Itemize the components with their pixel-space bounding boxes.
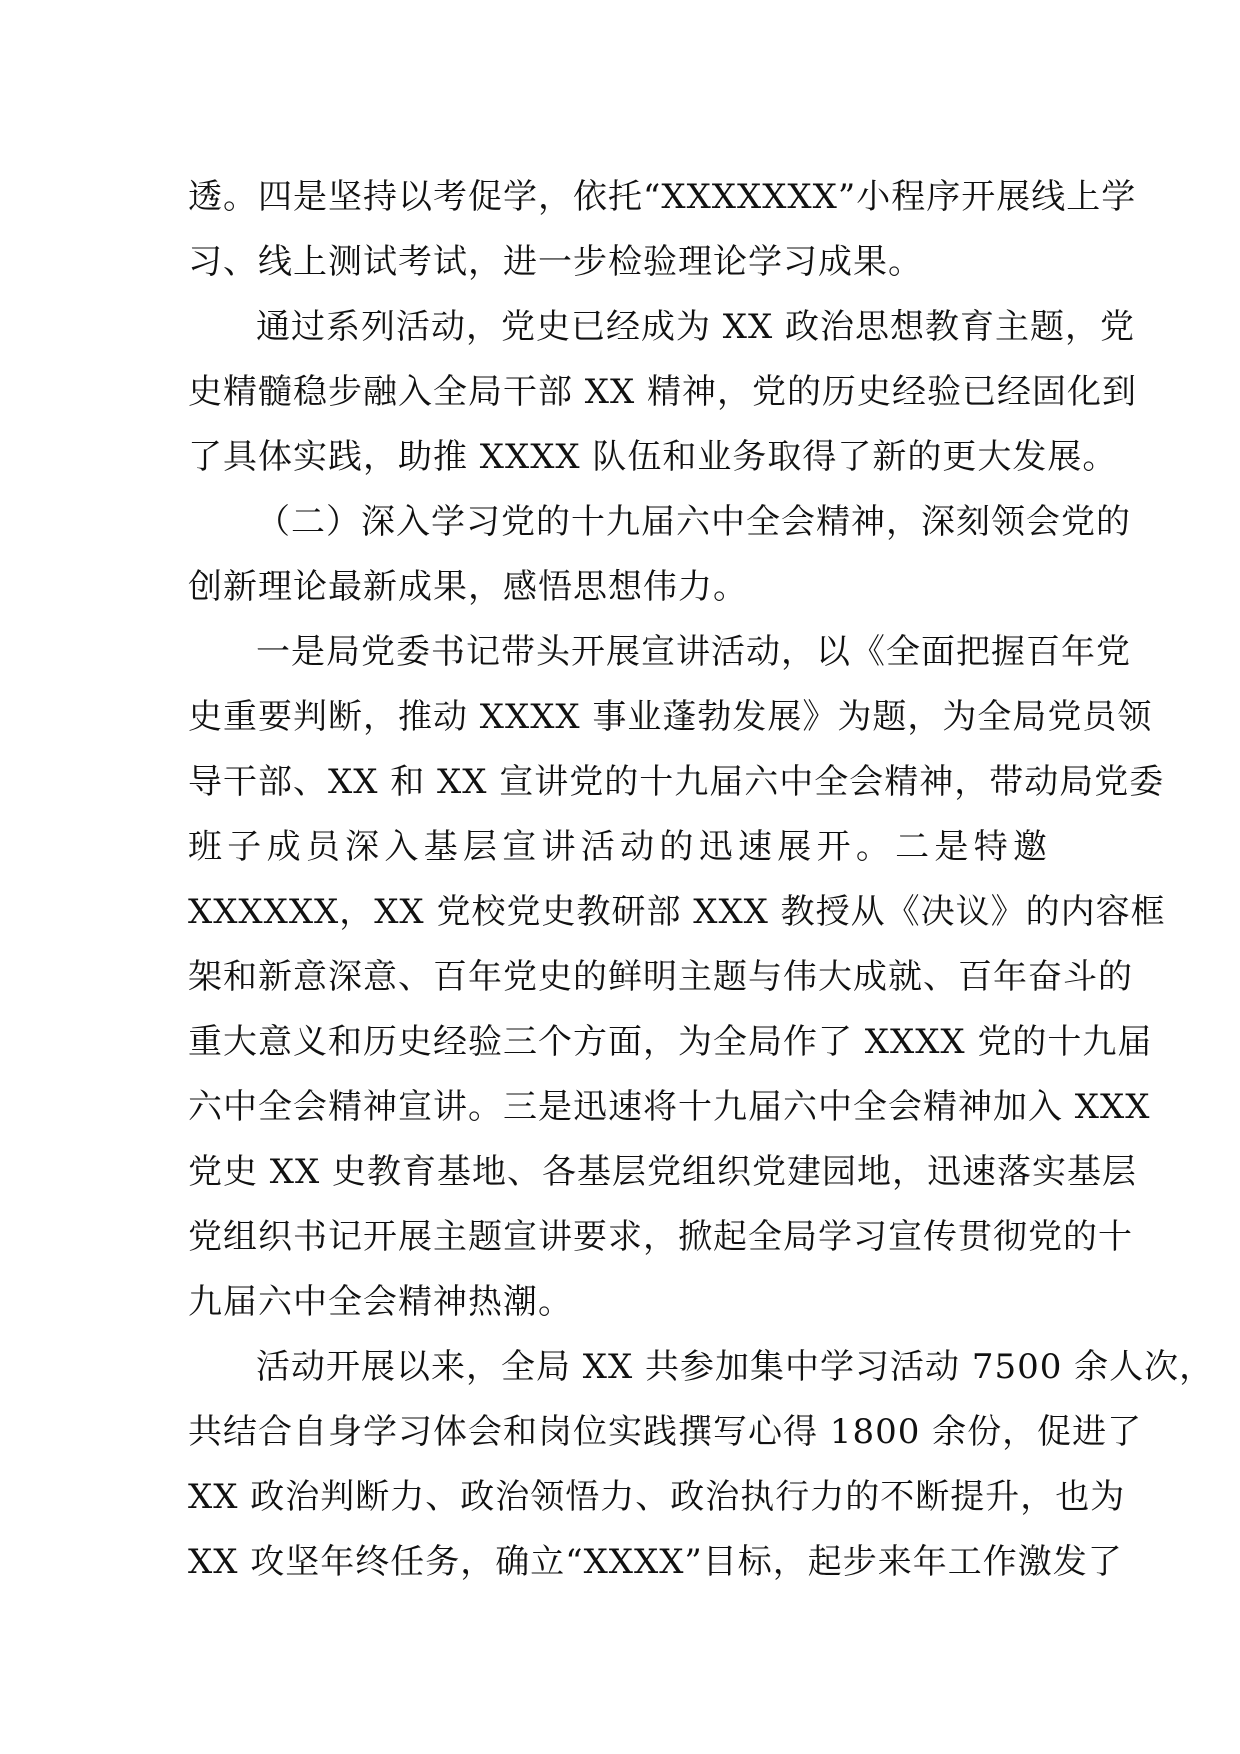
section-heading-line-2: 创新理论最新成果，感悟思想伟力。 [188,567,748,607]
text-line-14: 重大意义和历史经验三个方面，为全局作了 XXXX 党的十九届 [188,1022,1153,1062]
text-line-2: 习、线上测试考试，进一步检验理论学习成果。 [188,242,923,282]
section-heading-line-1: （二）深入学习党的十九届六中全会精神，深刻领会党的 [256,502,1131,542]
document-body [188,165,1215,1595]
text-line-4: 史精髓稳步融入全局干部 XX 精神，党的历史经验已经固化到 [188,372,1138,412]
text-line-1: 透。四是坚持以考促学，依托“XXXXXXX”小程序开展线上学 [188,177,1137,217]
paragraph-start-line: 一是局党委书记带头开展宣讲活动，以《全面把握百年党 [256,632,1131,672]
text-line-13: 架和新意深意、百年党史的鲜明主题与伟大成就、百年奋斗的 [188,957,1133,997]
text-line-5: 了具体实践，助推 XXXX 队伍和业务取得了新的更大发展。 [188,437,1118,477]
text-line-9: 史重要判断，推动 XXXX 事业蓬勃发展》为题，为全局党员领 [188,697,1153,737]
justified-text-line: 班子成员深入基层宣讲活动的迅速展开。二是特邀 [188,827,1048,867]
text-line-15: 六中全会精神宣讲。三是迅速将十九届六中全会精神加入 XXX [188,1087,1151,1127]
paragraph-start-line: 活动开展以来，全局 XX 共参加集中学习活动 7500 余人次， [256,1347,1215,1387]
text-line-17: 党组织书记开展主题宣讲要求，掀起全局学习宣传贯彻党的十 [188,1217,1133,1257]
text-line-16: 党史 XX 史教育基地、各基层党组织党建园地，迅速落实基层 [188,1152,1138,1192]
text-line-21: XX 政治判断力、政治领悟力、政治执行力的不断提升，也为 [188,1477,1126,1517]
paragraph-start-line: 通过系列活动，党史已经成为 XX 政治思想教育主题，党 [256,307,1136,347]
text-line-10: 导干部、XX 和 XX 宣讲党的十九届六中全会精神，带动局党委 [188,762,1165,802]
text-line-18: 九届六中全会精神热潮。 [188,1282,573,1322]
text-line-22: XX 攻坚年终任务，确立“XXXX”目标，起步来年工作激发了 [188,1542,1123,1582]
text-line-20: 共结合自身学习体会和岗位实践撰写心得 1800 余份，促进了 [188,1412,1143,1452]
text-line-12: XXXXXX，XX 党校党史教研部 XXX 教授从《决议》的内容框 [188,892,1166,932]
